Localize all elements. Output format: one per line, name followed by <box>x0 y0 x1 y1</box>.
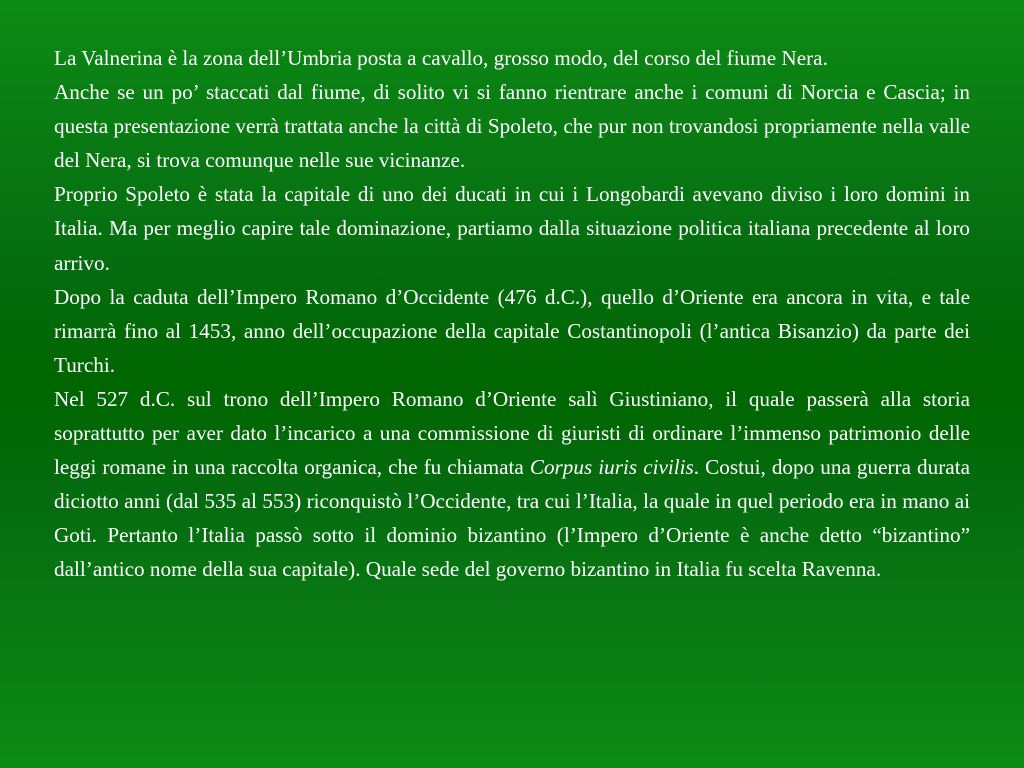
paragraph-valnerina-intro: La Valnerina è la zona dell’Umbria posta a cavallo, grosso modo, del corso del fiume Nera. <box>54 46 828 70</box>
paragraph-impero-oriente: Dopo la caduta dell’Impero Romano d’Occidente (476 d.C.), quello d’Oriente era ancora in vita, e tale rimarrà fino al 1453, anno dell’occupazione della capitale Costantinopoli (l’antica Bisanzio) da parte dei Turchi. <box>54 284 970 377</box>
paragraph-giustiniano-part-2: . Costui, dopo una guerra durata diciotto anni (dal 535 al 553) riconquistò l’Occidente, tra cui l’Italia, la quale in quel periodo era in mano ai Goti. Pertanto l’Italia passò sotto il dominio bizantino (l’Impero d’Oriente è anche detto “bizantino” dall’antico nome della sua capitale). Quale sede del governo bizantino in Italia fu scelta Ravenna. <box>54 455 970 582</box>
paragraph-norcia-cascia-spoleto: Anche se un po’ staccati dal fiume, di solito vi si fanno rientrare anche i comuni di Norcia e Cascia; in questa presentazione verrà trattata anche la città di Spoleto, che pur non trovandosi propriamente nella valle del Nera, si trova comunque nelle sue vicinanze. <box>54 80 970 173</box>
corpus-iuris-civilis-italic: Corpus iuris civilis <box>529 455 694 480</box>
paragraph-spoleto-longobardi: Proprio Spoleto è stata la capitale di uno dei ducati in cui i Longobardi avevano diviso i loro domini in Italia. Ma per meglio capire tale dominazione, partiamo dalla situazione politica italiana precedente al loro arrivo. <box>54 182 970 275</box>
slide-body <box>54 41 970 741</box>
paragraph-giustiniano-part-1: Nel 527 d.C. sul trono dell’Impero Romano d’Oriente salì Giustiniano, il quale passerà alla storia soprattutto per aver dato l’incarico a una commissione di giuristi di ordinare l’immenso patrimonio delle leggi romane in una raccolta organica, che fu chiamata <box>54 386 970 480</box>
paragraph-giustiniano <box>54 382 970 587</box>
